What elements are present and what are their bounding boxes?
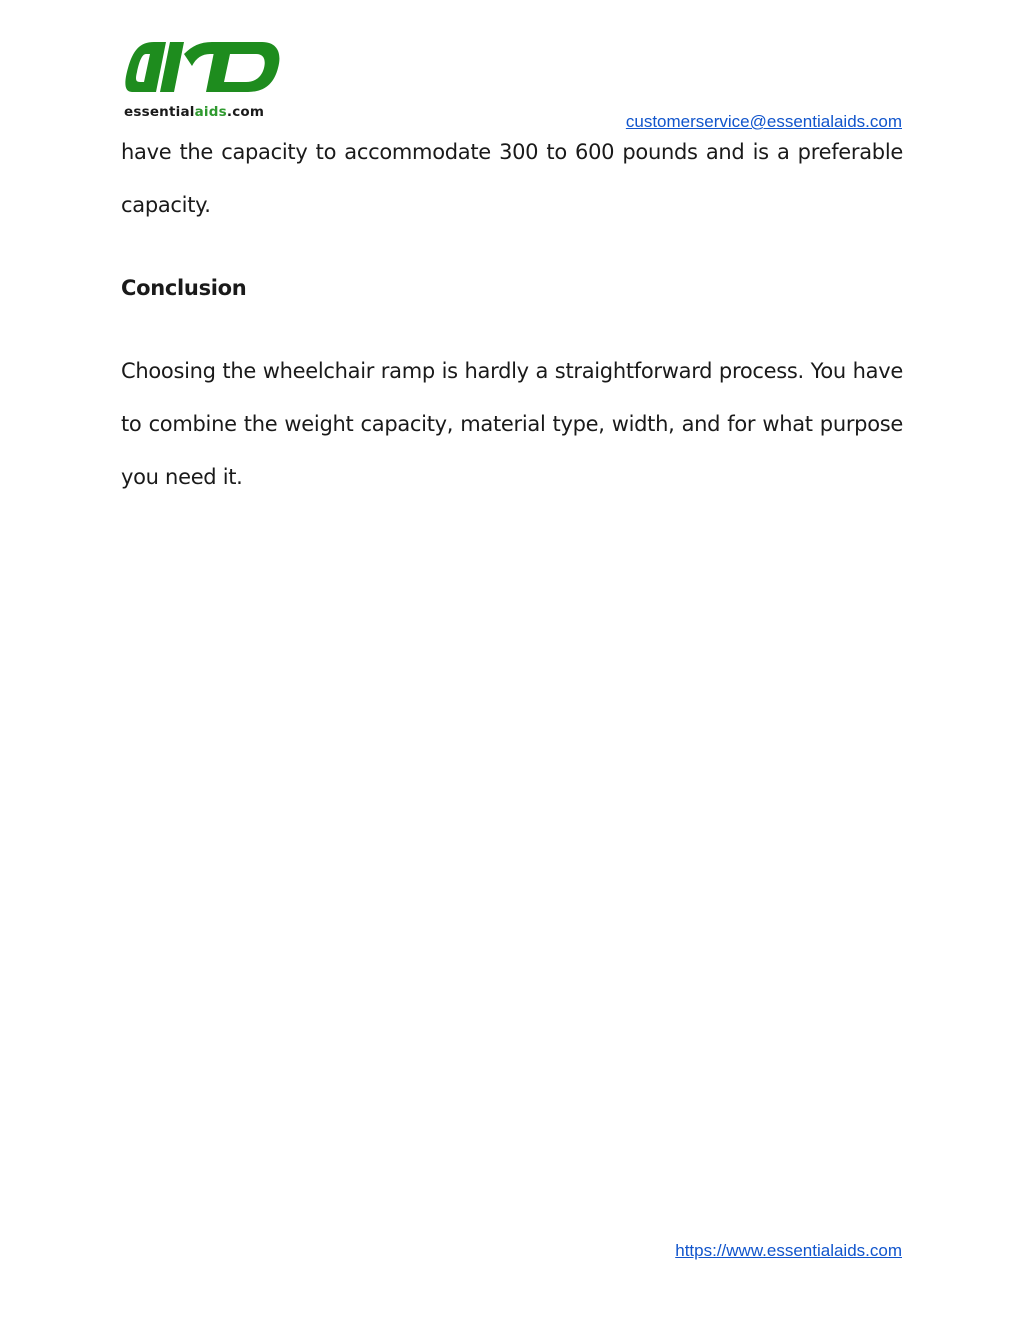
section-heading-conclusion: Conclusion <box>121 276 247 300</box>
logo-text-prefix: essential <box>124 104 195 120</box>
document-body <box>121 126 903 504</box>
paragraph-conclusion: Choosing the wheelchair ramp is hardly a straightforward process. You have to combine the weight capacity, material type, width, and for what purpose you need it. <box>121 359 903 489</box>
logo-wordmark <box>124 104 264 120</box>
logo-text-accent: aids <box>194 104 227 120</box>
paragraph-capacity: have the capacity to accommodate 300 to 600 pounds and is a preferable capacity. <box>121 140 903 217</box>
essentialaids-logo <box>122 32 298 124</box>
header-email-link[interactable]: customerservice@essentialaids.com <box>625 112 902 131</box>
logo-text-suffix: .com <box>226 104 265 120</box>
logo-mark-icon <box>122 32 298 104</box>
footer-website-link[interactable]: https://www.essentialaids.com <box>675 1241 902 1260</box>
